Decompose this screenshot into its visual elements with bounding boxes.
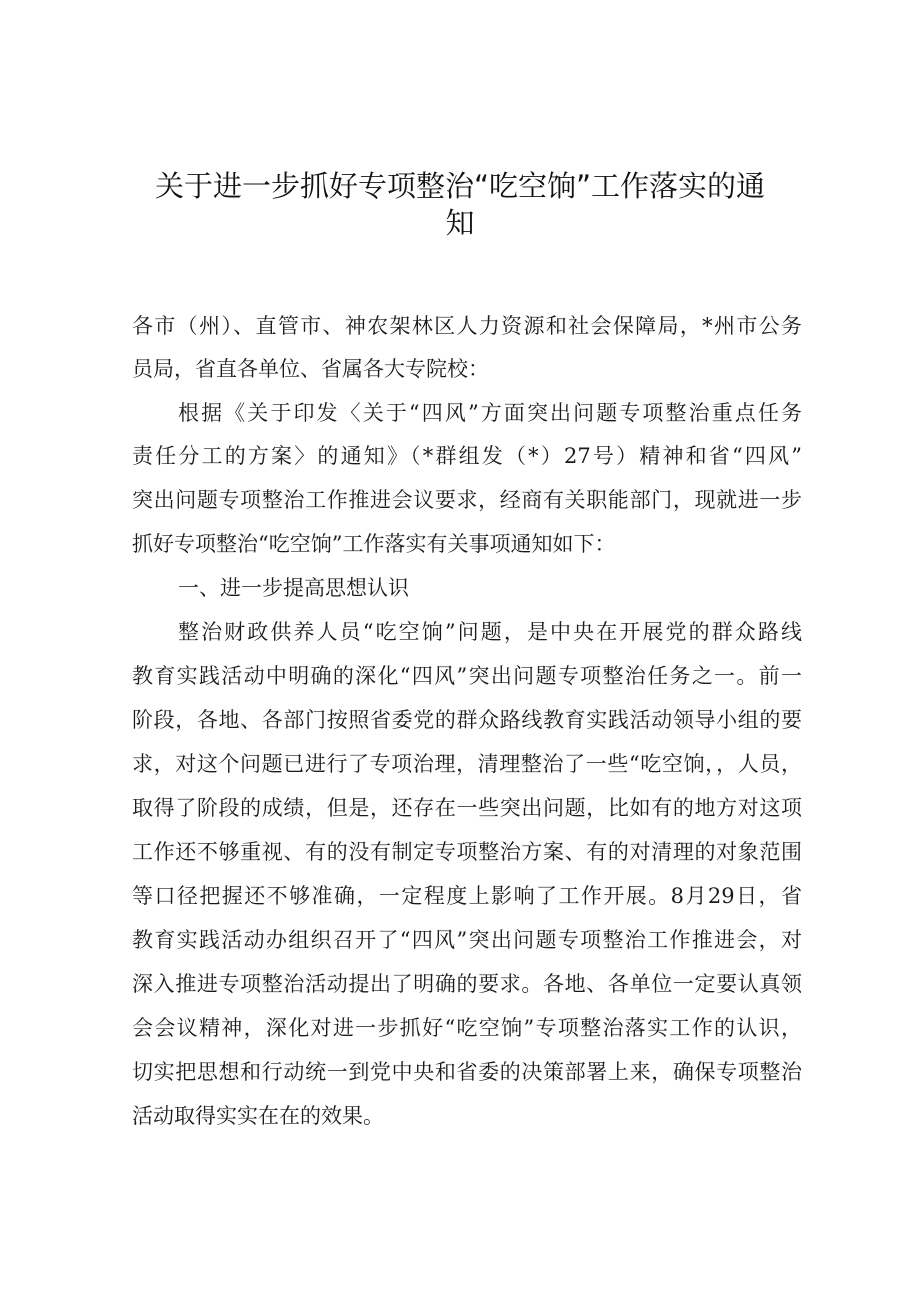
body-line: 根据《关于印发〈关于“四风”方面突出问题专项整治重点任务 <box>178 401 802 425</box>
body-line: 取得了阶段的成绩，但是，还存在一些突出问题，比如有的地方对这项 <box>132 796 802 820</box>
body-line: 突出问题专项整治工作推进会议要求，经商有关职能部门，现就进一步 <box>132 488 802 512</box>
body-line: 抓好专项整治“吃空饷”工作落实有关事项通知如下： <box>132 532 616 556</box>
title-line-2: 知 <box>445 206 475 240</box>
body-line: 教育实践活动办组织召开了“四风”突出问题专项整治工作推进会，对 <box>132 928 802 952</box>
body-line: 教育实践活动中明确的深化“四风”突出问题专项整治任务之一。前一 <box>132 664 802 688</box>
body-line: 责任分工的方案〉的通知》（*群组发（*）27号）精神和省“四风” <box>132 444 802 468</box>
body-line: 切实把思想和行动统一到党中央和省委的决策部署上来，确保专项整治 <box>132 1060 802 1084</box>
document-title <box>120 168 800 242</box>
body-line: 求，对这个问题已进行了专项治理，清理整治了一些“吃空饷，，人员， <box>132 752 802 776</box>
body-line: 等口径把握还不够准确，一定程度上影响了工作开展。8月29日，省 <box>132 884 802 908</box>
body-line: 活动取得实实在在的效果。 <box>132 1104 384 1128</box>
section-heading-1: 一、进一步提高思想认识 <box>178 576 409 600</box>
body-line: 深入推进专项整治活动提出了明确的要求。各地、各单位一定要认真领 <box>132 972 802 996</box>
body-line: 整治财政供养人员“吃空饷”问题，是中央在开展党的群众路线 <box>178 620 802 644</box>
addressee-line-2: 员局，省直各单位、省属各大专院校： <box>132 357 489 381</box>
body-line: 阶段，各地、各部门按照省委党的群众路线教育实践活动领导小组的要 <box>132 708 802 732</box>
title-line-1: 关于进一步抓好专项整治“吃空饷”工作落实的通 <box>154 169 766 203</box>
body-line: 会会议精神，深化对进一步抓好“吃空饷”专项整治落实工作的认识， <box>132 1016 802 1040</box>
body-line: 工作还不够重视、有的没有制定专项整治方案、有的对清理的对象范围 <box>132 840 802 864</box>
addressee-line-1: 各市（州）、直管市、神农架林区人力资源和社会保障局，*州市公务 <box>132 314 802 338</box>
